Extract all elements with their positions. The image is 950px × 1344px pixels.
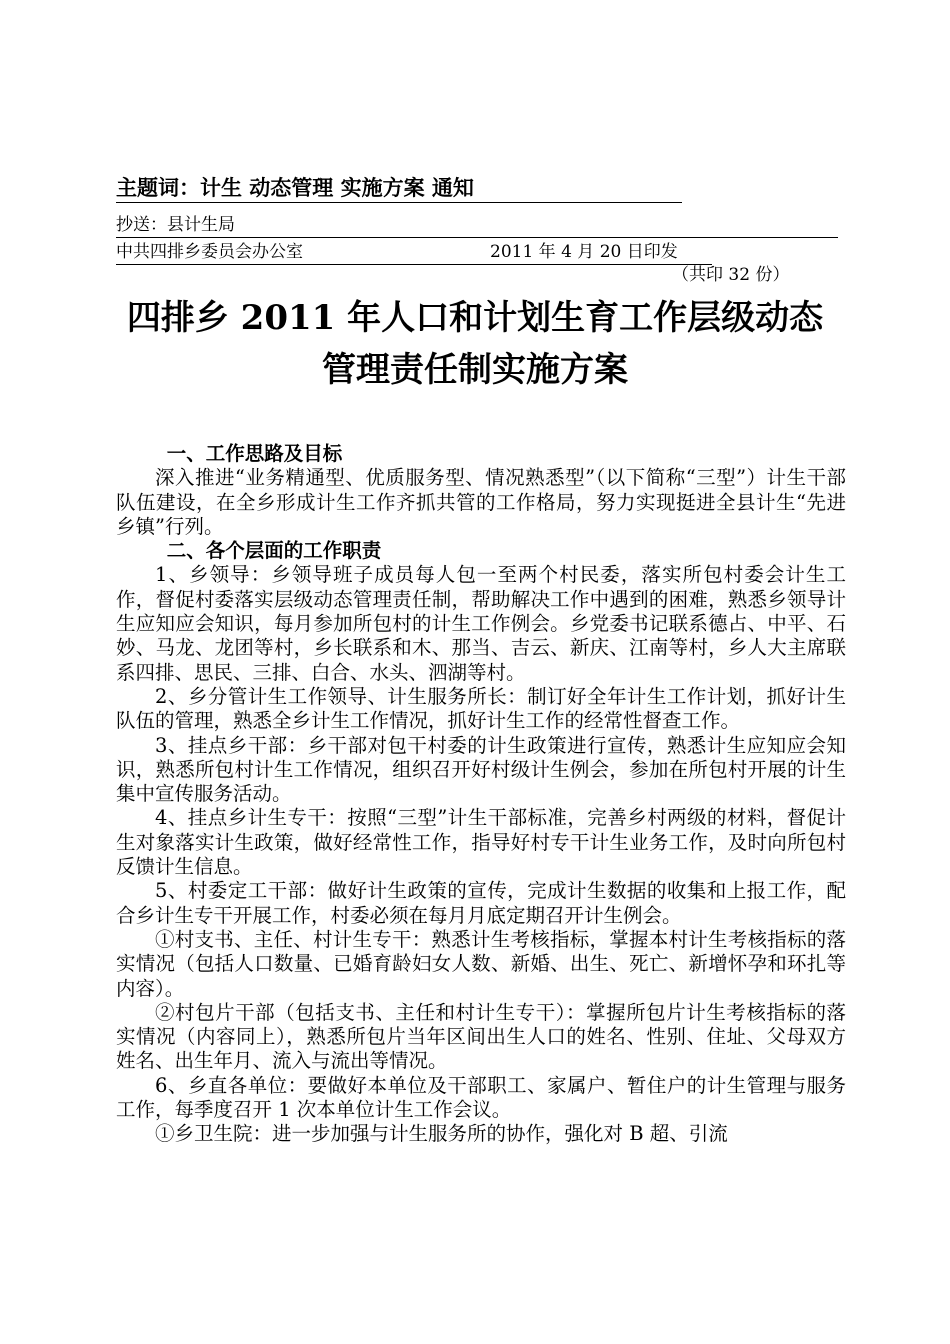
subject-keywords-line: 主题词：计生 动态管理 实施方案 通知: [116, 174, 682, 203]
document-title-line-2: 管理责任制实施方案: [322, 350, 628, 390]
paragraph-goals: 深入推进“业务精通型、优质服务型、情况熟悉型”（以下简称“三型”）计生干部队伍建设，在全乡形成计生工作齐抓共管的工作格局，努力实现挺进全县计生“先进乡镇”行列。: [116, 466, 846, 538]
paragraph-5b: ②村包片干部（包括支书、主任和村计生专干）：掌握所包片计生考核指标的落实情况（内容同上），熟悉所包片当年区间出生人口的姓名、性别、住址、父母双方姓名、出生年月、流入与流出等情况。: [116, 1000, 846, 1073]
issuer-row: [116, 240, 712, 265]
document-body: [116, 442, 846, 1147]
paragraph-3: 3、挂点乡干部：乡干部对包干村委的计生政策进行宣传，熟悉计生应知应会知识，熟悉所包村计生工作情况，组织召开好村级计生例会，参加在所包村开展的计生集中宣传服务活动。: [116, 733, 846, 806]
section-heading-2: 二、各个层面的工作职责: [166, 539, 382, 563]
paragraph-6: 6、乡直各单位：要做好本单位及干部职工、家属户、暂住户的计生管理与服务工作，每季度召开 1 次本单位计生工作会议。: [116, 1073, 846, 1122]
section-heading-1: 一、工作思路及目标: [166, 442, 343, 465]
document-title: [100, 292, 850, 396]
paragraph-5a: ①村支书、主任、村计生专干：熟悉计生考核指标，掌握本村计生考核指标的落实情况（包括人口数量、已婚育龄妇女人数、新婚、出生、死亡、新增怀孕和环扎等内容）。: [116, 927, 846, 1000]
paragraph-6a: ①乡卫生院：进一步加强与计生服务所的协作，强化对 B 超、引流: [155, 1122, 728, 1146]
paragraph-4: 4、挂点乡计生专干：按照“三型”计生干部标准，完善乡村两级的材料，督促计生对象落实计生政策，做好经常性工作，指导好村专干计生业务工作，及时向所包村反馈计生信息。: [116, 806, 846, 879]
cc-line: 抄送：县计生局: [116, 213, 838, 238]
paragraph-5: 5、村委定工干部：做好计生政策的宣传，完成计生数据的收集和上报工作，配合乡计生专干开展工作，村委必须在每月月底定期召开计生例会。: [116, 879, 846, 927]
issue-date: 2011 年 4 月 20 日印发: [490, 242, 678, 262]
issuer-name: 中共四排乡委员会办公室: [116, 242, 303, 262]
document-title-line-1: 四排乡 2011 年人口和计划生育工作层级动态: [126, 298, 824, 338]
copies-count: （共印 32 份）: [672, 265, 790, 285]
paragraph-1: 1、乡领导：乡领导班子成员每人包一至两个村民委，落实所包村委会计生工作，督促村委落实层级动态管理责任制，帮助解决工作中遇到的困难，熟悉乡领导计生应知应会知识，每月参加所包村的计生工作例会。乡党委书记联系德占、中平、石妙、马龙、龙团等村，乡长联系和木、那当、吉云、新庆、江南等村，乡人大主席联系四排、思民、三排、白合、水头、泗湖等村。: [116, 563, 846, 684]
paragraph-2: 2、乡分管计生工作领导、计生服务所长：制订好全年计生工作计划，抓好计生队伍的管理，熟悉全乡计生工作情况，抓好计生工作的经常性督查工作。: [116, 684, 846, 733]
